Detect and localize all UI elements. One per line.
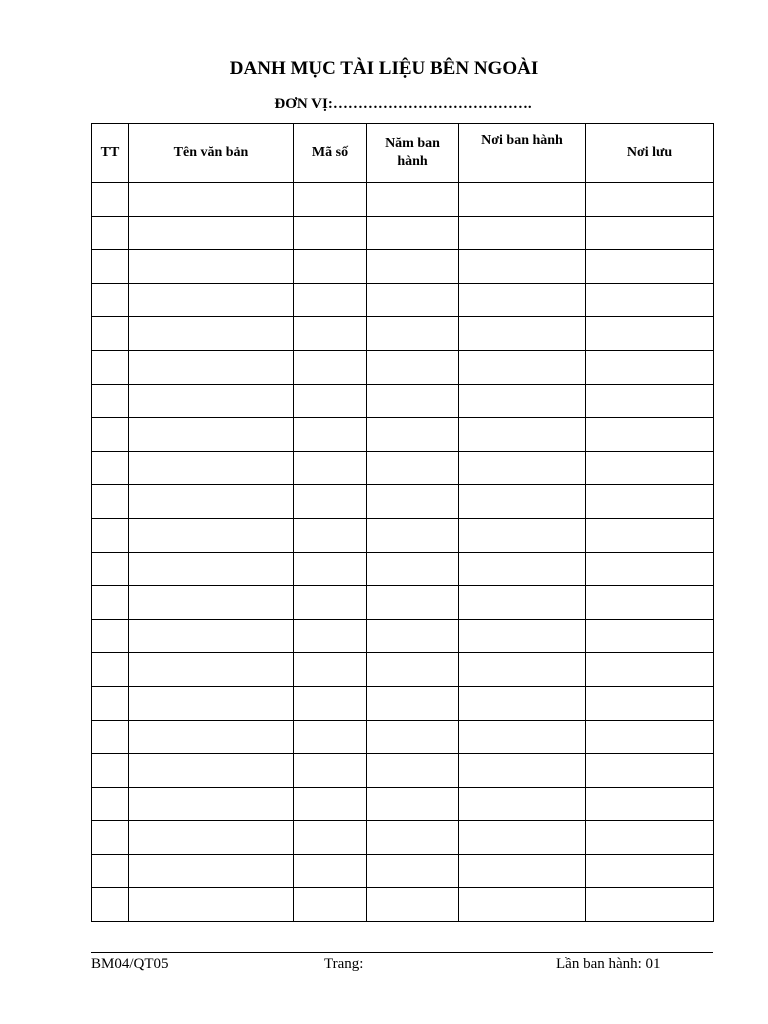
cell-noi-luu [586,418,714,452]
table-row [92,451,714,485]
cell-ma-so [294,183,367,217]
cell-noi-ban-hanh [459,754,586,788]
cell-noi-ban-hanh [459,586,586,620]
cell-noi-luu [586,619,714,653]
table-row [92,653,714,687]
cell-noi-ban-hanh [459,350,586,384]
cell-ten-van-ban [129,485,294,519]
cell-nam-ban-hanh [367,216,459,250]
cell-tt [92,250,129,284]
cell-noi-luu [586,754,714,788]
cell-ten-van-ban [129,787,294,821]
page-number-label: Trang: [324,956,364,972]
cell-noi-ban-hanh [459,317,586,351]
table-row [92,317,714,351]
cell-ma-so [294,686,367,720]
table-row [92,787,714,821]
cell-noi-ban-hanh [459,216,586,250]
cell-tt [92,720,129,754]
cell-ten-van-ban [129,552,294,586]
cell-ten-van-ban [129,317,294,351]
document-title: DANH MỤC TÀI LIỆU BÊN NGOÀI [229,58,539,79]
header-ma-so: Mã số [294,124,367,183]
table-row [92,552,714,586]
cell-tt [92,888,129,922]
cell-tt [92,216,129,250]
table-row [92,183,714,217]
cell-noi-ban-hanh [459,619,586,653]
cell-noi-ban-hanh [459,183,586,217]
cell-tt [92,619,129,653]
footer-divider [91,952,713,953]
table-row [92,485,714,519]
cell-nam-ban-hanh [367,888,459,922]
cell-ten-van-ban [129,183,294,217]
cell-tt [92,821,129,855]
cell-ten-van-ban [129,384,294,418]
cell-nam-ban-hanh [367,451,459,485]
cell-ten-van-ban [129,451,294,485]
cell-nam-ban-hanh [367,653,459,687]
cell-nam-ban-hanh [367,720,459,754]
cell-ma-so [294,283,367,317]
cell-ma-so [294,317,367,351]
cell-noi-ban-hanh [459,787,586,821]
cell-tt [92,653,129,687]
cell-ma-so [294,216,367,250]
cell-noi-luu [586,451,714,485]
issue-number: Lần ban hành: 01 [556,956,661,972]
cell-ma-so [294,586,367,620]
cell-ma-so [294,854,367,888]
table-row [92,216,714,250]
cell-noi-luu [586,384,714,418]
cell-nam-ban-hanh [367,821,459,855]
table-row [92,686,714,720]
table-row [92,350,714,384]
cell-noi-ban-hanh [459,854,586,888]
table-row [92,754,714,788]
cell-noi-luu [586,283,714,317]
cell-nam-ban-hanh [367,787,459,821]
cell-nam-ban-hanh [367,619,459,653]
cell-noi-luu [586,586,714,620]
header-noi-luu: Nơi lưu [586,124,714,183]
cell-noi-ban-hanh [459,451,586,485]
cell-ma-so [294,787,367,821]
header-nam-ban-hanh: Năm ban hành [367,124,459,183]
table-row [92,821,714,855]
cell-ma-so [294,485,367,519]
cell-noi-ban-hanh [459,821,586,855]
cell-ten-van-ban [129,888,294,922]
cell-ma-so [294,350,367,384]
table-row [92,518,714,552]
cell-noi-ban-hanh [459,283,586,317]
cell-noi-luu [586,518,714,552]
cell-nam-ban-hanh [367,183,459,217]
cell-noi-luu [586,686,714,720]
cell-noi-luu [586,821,714,855]
cell-tt [92,283,129,317]
table-row [92,586,714,620]
cell-tt [92,586,129,620]
cell-tt [92,350,129,384]
cell-ma-so [294,754,367,788]
cell-noi-ban-hanh [459,720,586,754]
cell-ma-so [294,821,367,855]
cell-nam-ban-hanh [367,485,459,519]
cell-nam-ban-hanh [367,283,459,317]
cell-nam-ban-hanh [367,317,459,351]
table-row [92,619,714,653]
header-tt: TT [92,124,129,183]
table-row [92,384,714,418]
cell-ma-so [294,451,367,485]
form-code: BM04/QT05 [91,956,169,972]
table-row [92,418,714,452]
cell-ten-van-ban [129,686,294,720]
cell-noi-ban-hanh [459,888,586,922]
cell-ten-van-ban [129,350,294,384]
cell-ten-van-ban [129,586,294,620]
cell-noi-ban-hanh [459,653,586,687]
cell-noi-ban-hanh [459,552,586,586]
cell-noi-luu [586,485,714,519]
cell-ma-so [294,518,367,552]
cell-tt [92,485,129,519]
cell-noi-luu [586,350,714,384]
cell-tt [92,552,129,586]
cell-nam-ban-hanh [367,384,459,418]
cell-ten-van-ban [129,619,294,653]
cell-ten-van-ban [129,418,294,452]
table-header-row [92,124,714,183]
cell-nam-ban-hanh [367,686,459,720]
cell-noi-ban-hanh [459,518,586,552]
document-list-table [91,123,714,922]
cell-ten-van-ban [129,754,294,788]
cell-ten-van-ban [129,518,294,552]
cell-ten-van-ban [129,854,294,888]
cell-tt [92,183,129,217]
table-row [92,720,714,754]
cell-nam-ban-hanh [367,418,459,452]
cell-noi-luu [586,317,714,351]
cell-ma-so [294,619,367,653]
cell-noi-luu [586,854,714,888]
cell-noi-luu [586,787,714,821]
header-ten-van-ban: Tên văn bản [129,124,294,183]
cell-ma-so [294,384,367,418]
cell-ma-so [294,552,367,586]
table-row [92,854,714,888]
cell-tt [92,686,129,720]
cell-noi-ban-hanh [459,686,586,720]
table-row [92,283,714,317]
cell-nam-ban-hanh [367,518,459,552]
cell-ten-van-ban [129,653,294,687]
cell-noi-luu [586,653,714,687]
cell-ten-van-ban [129,821,294,855]
cell-ten-van-ban [129,720,294,754]
header-noi-ban-hanh: Nơi ban hành [459,124,586,183]
table-row [92,888,714,922]
cell-tt [92,754,129,788]
cell-tt [92,787,129,821]
cell-noi-luu [586,183,714,217]
cell-nam-ban-hanh [367,350,459,384]
cell-ma-so [294,653,367,687]
cell-ma-so [294,720,367,754]
cell-nam-ban-hanh [367,250,459,284]
table-body [92,183,714,922]
cell-nam-ban-hanh [367,552,459,586]
cell-tt [92,317,129,351]
unit-field-label: ĐƠN VỊ:…………………………………. [274,96,532,112]
cell-nam-ban-hanh [367,586,459,620]
cell-ten-van-ban [129,216,294,250]
table-row [92,250,714,284]
cell-noi-luu [586,250,714,284]
cell-noi-luu [586,720,714,754]
cell-nam-ban-hanh [367,854,459,888]
cell-tt [92,854,129,888]
cell-noi-ban-hanh [459,485,586,519]
cell-ma-so [294,418,367,452]
cell-noi-luu [586,216,714,250]
cell-ten-van-ban [129,283,294,317]
cell-noi-luu [586,552,714,586]
cell-noi-ban-hanh [459,384,586,418]
cell-tt [92,384,129,418]
cell-nam-ban-hanh [367,754,459,788]
cell-ma-so [294,888,367,922]
cell-noi-luu [586,888,714,922]
cell-noi-ban-hanh [459,418,586,452]
cell-tt [92,451,129,485]
cell-ten-van-ban [129,250,294,284]
cell-tt [92,418,129,452]
cell-noi-ban-hanh [459,250,586,284]
cell-tt [92,518,129,552]
cell-ma-so [294,250,367,284]
